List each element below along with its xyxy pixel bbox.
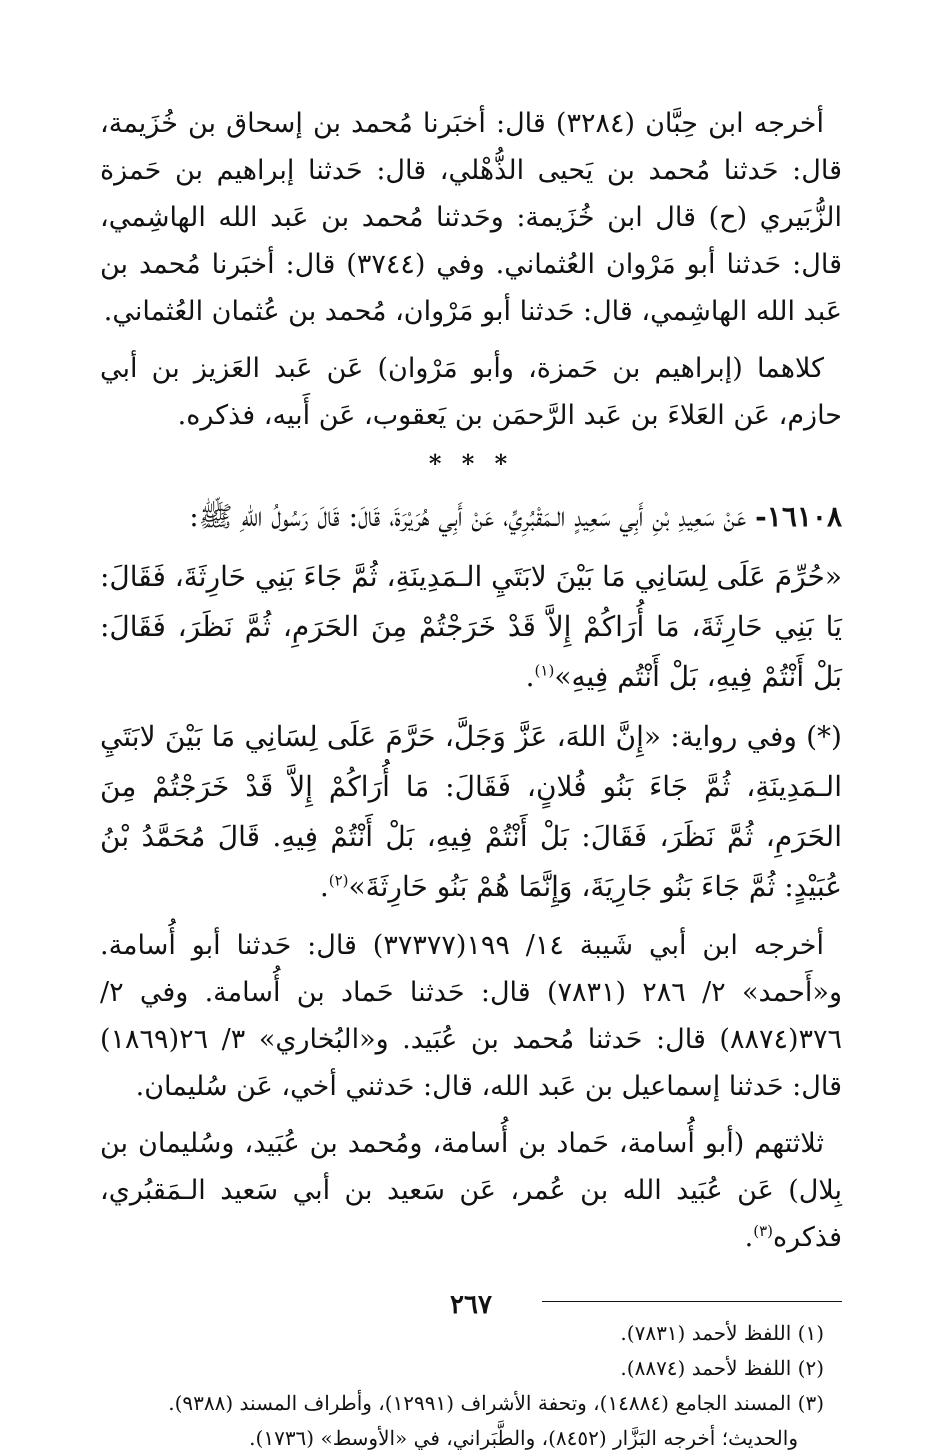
footnote-2: (٢) اللفظ لأحمد (٨٨٧٤). (620, 1356, 824, 1380)
footnote-3-continued: والحديث؛ أخرجه البَزَّار (٨٤٥٢)، والطَّبَراني، في «الأوسط» (١٧٣٦). (249, 1426, 798, 1450)
footnote-ref-2: (٢) (328, 871, 349, 890)
hadith-riwaya: (*) وفي رواية: «إِنَّ اللهَ، عَزَّ وَجَلَّ، حَرَّمَ عَلَى لِسَانِي مَا بَيْنَ لابَتَيِ الـمَدِينَةِ، ثُمَّ جَاءَ بَنُو فُلانٍ، فَقَالَ: مَا أُرَاكُمْ إِلاَّ قَدْ خَرَجْتُمْ مِنَ الحَرَمِ، ثُمَّ نَظَرَ، فَقَالَ: بَلْ أَنْتُمْ فِيهِ، بَلْ أَنْتُمْ فِيهِ. قَالَ مُحَمَّدُ بْنُ عُبَيْدٍ: ثُمَّ جَاءَ بَنُو جَارِيَةَ، وَإِنَّمَا هُمْ بَنُو حَارِثَةَ»$^{(٢)}$. (100, 720, 842, 903)
footnote-1: (١) اللفظ لأحمد (٧٨٣١). (620, 1321, 824, 1345)
footnote-ref-3: (٣) (753, 1222, 774, 1240)
footnote-3: (٣) المسند الجامع (١٤٨٨٤)، وتحفة الأشراف (١٢٩٩١)، وأطراف المسند (٩٣٨٨). (168, 1391, 824, 1415)
takhrij-paragraph-1: أخرجه ابن حِبَّان (٣٢٨٤) قال: أخبَرنا مُحمد بن إسحاق بن خُزَيمة، قال: حَدثنا مُحمد بن يَحيى الذُّهْلي، قال: حَدثنا إبراهيم بن حَمزة الزُّبَيري (ح) قال ابن خُزَيمة: وحَدثنا مُحمد بن عَبد الله الهاشِمي، قال: حَدثنا أبو مَرْوان العُثماني. وفي (٣٧٤٤) قال: أخبَرنا مُحمد بن عَبد الله الهاشِمي، قال: حَدثنا أبو مَرْوان، مُحمد بن عُثمان العُثماني. (100, 108, 842, 327)
hadith-isnad: عَنْ سَعِيدِ بْنِ أَبِي سَعِيدٍ الـمَقْبُرِيِّ، عَنْ أَبِي هُرَيْرَةَ، قَالَ: قَالَ رَسُولُ اللهِ ﷺ: (189, 500, 747, 533)
page-number: ٢٦٧ (450, 1290, 492, 1320)
hadith-heading (100, 492, 842, 542)
section-separator: * * * (428, 449, 514, 478)
takhrij-paragraph-4: ثلاثتهم (أبو أُسامة، حَماد بن أُسامة، ومُحمد بن عُبَيد، وسُليمان بن بِلال) عَن عُبَيد الله بن عُمر، عَن سَعيد بن أبي سَعيد الـمَقبُري، فذكره$^{(٣)}$. (100, 1128, 843, 1253)
footnotes (100, 1316, 842, 1456)
takhrij-paragraph-3: أخرجه ابن أبي شَيبة ١٤/ ١٩٩(٣٧٣٧٧) قال: حَدثنا أبو أُسامة. و«أَحمد» ٢/ ٢٨٦ (٧٨٣١) قال: حَدثنا حَماد بن أُسامة. وفي ٢/ ٣٧٦(٨٨٧٤) قال: حَدثنا مُحمد بن عُبَيد. و«البُخاري» ٣/ ٢٦(١٨٦٩) قال: حَدثنا إسماعيل بن عَبد الله، قال: حَدثني أخي، عَن سُليمان. (100, 930, 843, 1102)
footnote-ref-1: (١) (534, 661, 555, 680)
hadith-number: ١٦١٠٨- (755, 500, 842, 533)
hadith-matn: «حُرِّمَ عَلَى لِسَانِي مَا بَيْنَ لابَتَيِ الـمَدِينَةِ، ثُمَّ جَاءَ بَنِي حَارِثَةَ، فَقَالَ: يَا بَنِي حَارِثَةَ، مَا أُرَاكُمْ إِلاَّ قَدْ خَرَجْتُمْ مِنَ الحَرَمِ، ثُمَّ نَظَرَ، فَقَالَ: بَلْ أَنْتُمْ فِيهِ، بَلْ أَنْتُم فِيهِ»$^{(١)}$. (99, 560, 842, 693)
takhrij-paragraph-2: كلاهما (إبراهيم بن حَمزة، وأبو مَرْوان) عَن عَبد العَزيز بن أبي حازم، عَن العَلاءَ بن عَبد الرَّحمَن بن يَعقوب، عَن أَبيه، فذكره. (100, 353, 842, 431)
page-body (100, 100, 842, 1456)
